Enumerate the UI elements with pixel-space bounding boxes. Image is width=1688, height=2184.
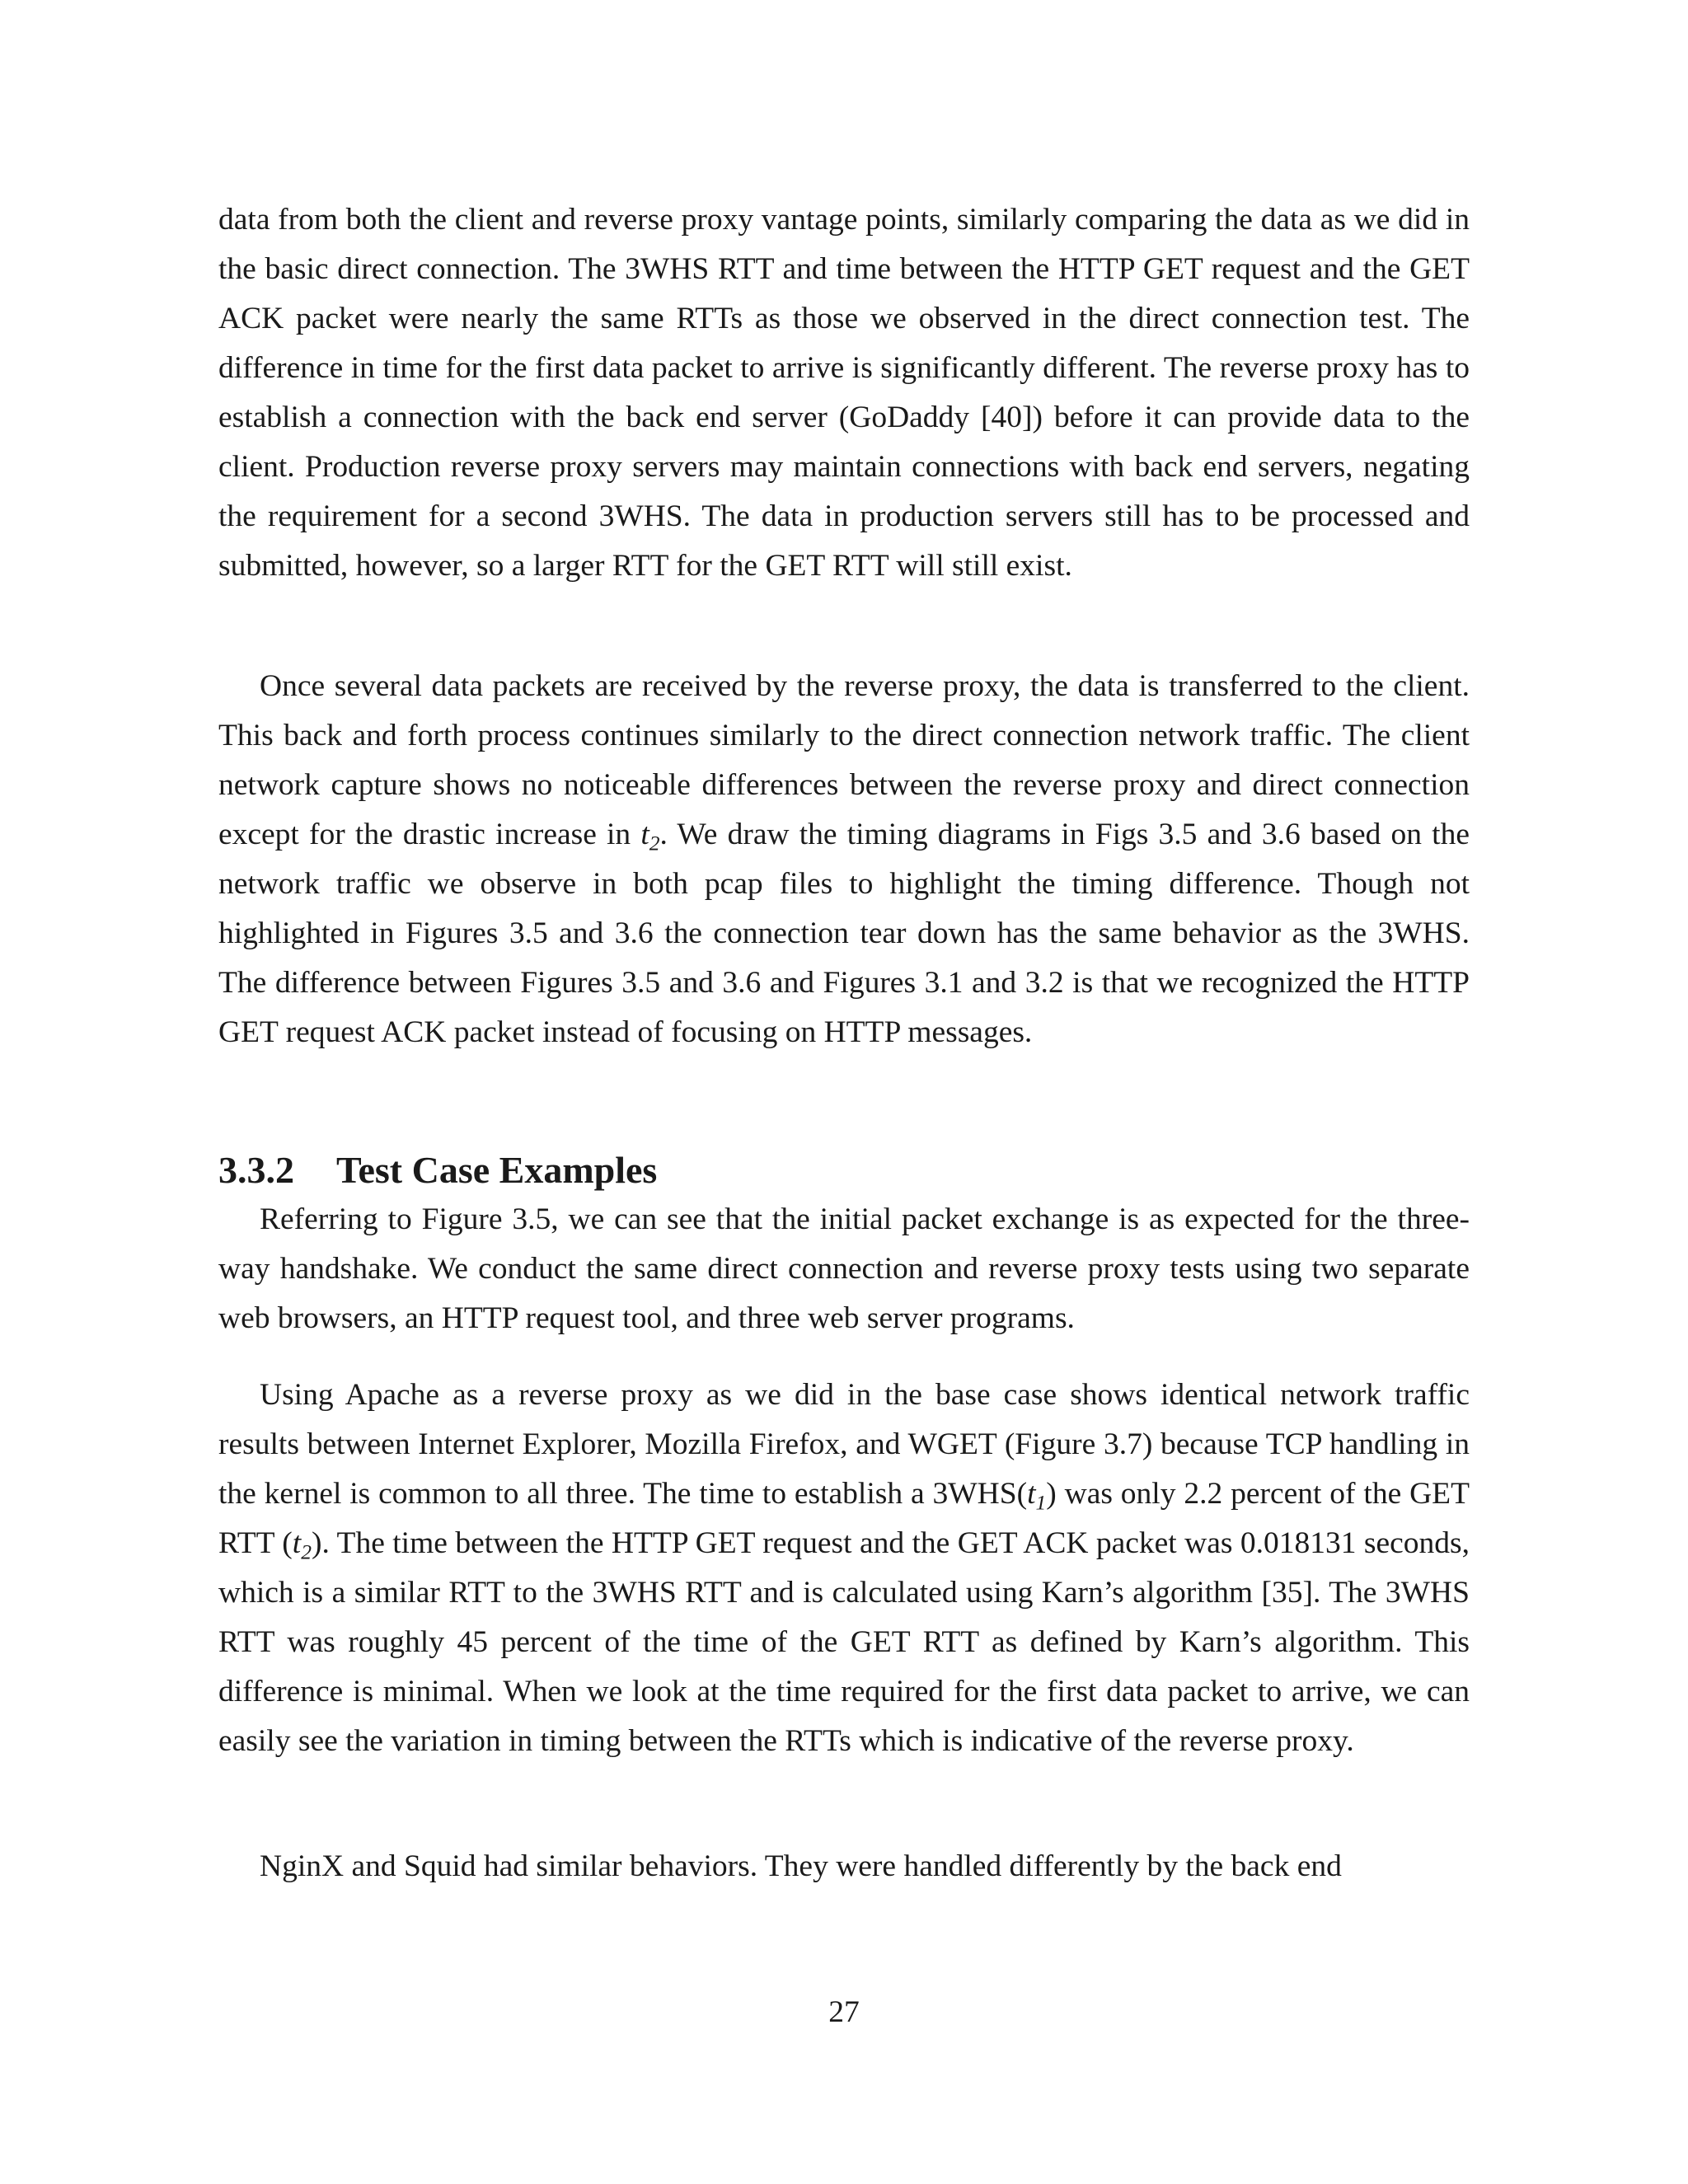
paragraph-text: Once several data packets are received by the reverse proxy, the data is transferred to the client. This back and forth process continues similarly to the direct connection network traffic. The client network capture shows no noticeable differences between the reverse proxy and direct connection except for the drastic increase in (218, 669, 1470, 851)
math-t2-variable: $t_2$ (292, 1526, 312, 1564)
paragraph-text: ) was only 2.2 percent of the GET RTT ( (218, 1477, 1470, 1560)
paragraph-nginx-squid (218, 1842, 1470, 1891)
math-t-variable: $t_2$ (640, 818, 660, 855)
math-t1-variable: $t_1$ (1027, 1477, 1047, 1515)
paragraph-text: . We draw the timing diagrams in Figs 3.5 and 3.6 based on the network traffic we observe in both pcap files to highlight the timing difference. Though not highlighted in Figures 3.5 and 3.6 the connection tear down has the same behavior as the 3WHS. The difference between Figures 3.5 and 3.6 and Figures 3.1 and 3.2 is that we recognized the HTTP GET request ACK packet instead of focusing on HTTP messages. (218, 818, 1470, 1049)
page-number: 27 (828, 1995, 860, 2029)
section-heading (218, 1144, 1470, 1197)
section-number: 3.3.2 (218, 1149, 294, 1191)
paragraph-text: Using Apache as a reverse proxy as we did in the base case shows identical network traffic results between Internet Explorer, Mozilla Firefox, and WGET (Figure 3.7) because TCP handling in the kernel is common to all three. The time to establish a 3WHS( (218, 1378, 1470, 1511)
paragraph-text: Referring to Figure 3.5, we can see that the initial packet exchange is as expected for the three-way handshake. We conduct the same direct connection and reverse proxy tests using two separate web browsers, an HTTP request tool, and three web server programs. (218, 1202, 1470, 1335)
paragraph-text: ). The time between the HTTP GET request and the GET ACK packet was 0.018131 seconds, which is a similar RTT to the 3WHS RTT and is calculated using Karn’s algorithm [35]. The 3WHS RTT was roughly 45 percent of the time of the GET RTT as defined by Karn’s algorithm. This difference is minimal. When we look at the time required for the first data packet to arrive, we can easily see the variation in timing between the RTTs which is indicative of the reverse proxy. (218, 1526, 1470, 1758)
paragraph-text: NginX and Squid had similar behaviors. They were handled differently by the back end (260, 1849, 1342, 1883)
paragraph-reverse-proxy-vantage (218, 195, 1470, 591)
paragraph-text: data from both the client and reverse proxy vantage points, similarly comparing the data as we did in the basic direct connection. The 3WHS RTT and time between the HTTP GET request and the GET ACK packet were nearly the same RTTs as those we observed in the direct connection test. The difference in time for the first data packet to arrive is significantly different. The reverse proxy has to establish a connection with the back end server (GoDaddy [40]) before it can provide data to the client. Production reverse proxy servers may maintain connections with back end servers, negating the requirement for a second 3WHS. The data in production servers still has to be processed and submitted, however, so a larger RTT for the GET RTT will still exist. (218, 203, 1470, 583)
paragraph-test-case-intro (218, 1195, 1470, 1343)
paragraph-apache-results (218, 1371, 1470, 1766)
section-title: Test Case Examples (336, 1149, 658, 1191)
paragraph-data-transfer (218, 662, 1470, 1057)
